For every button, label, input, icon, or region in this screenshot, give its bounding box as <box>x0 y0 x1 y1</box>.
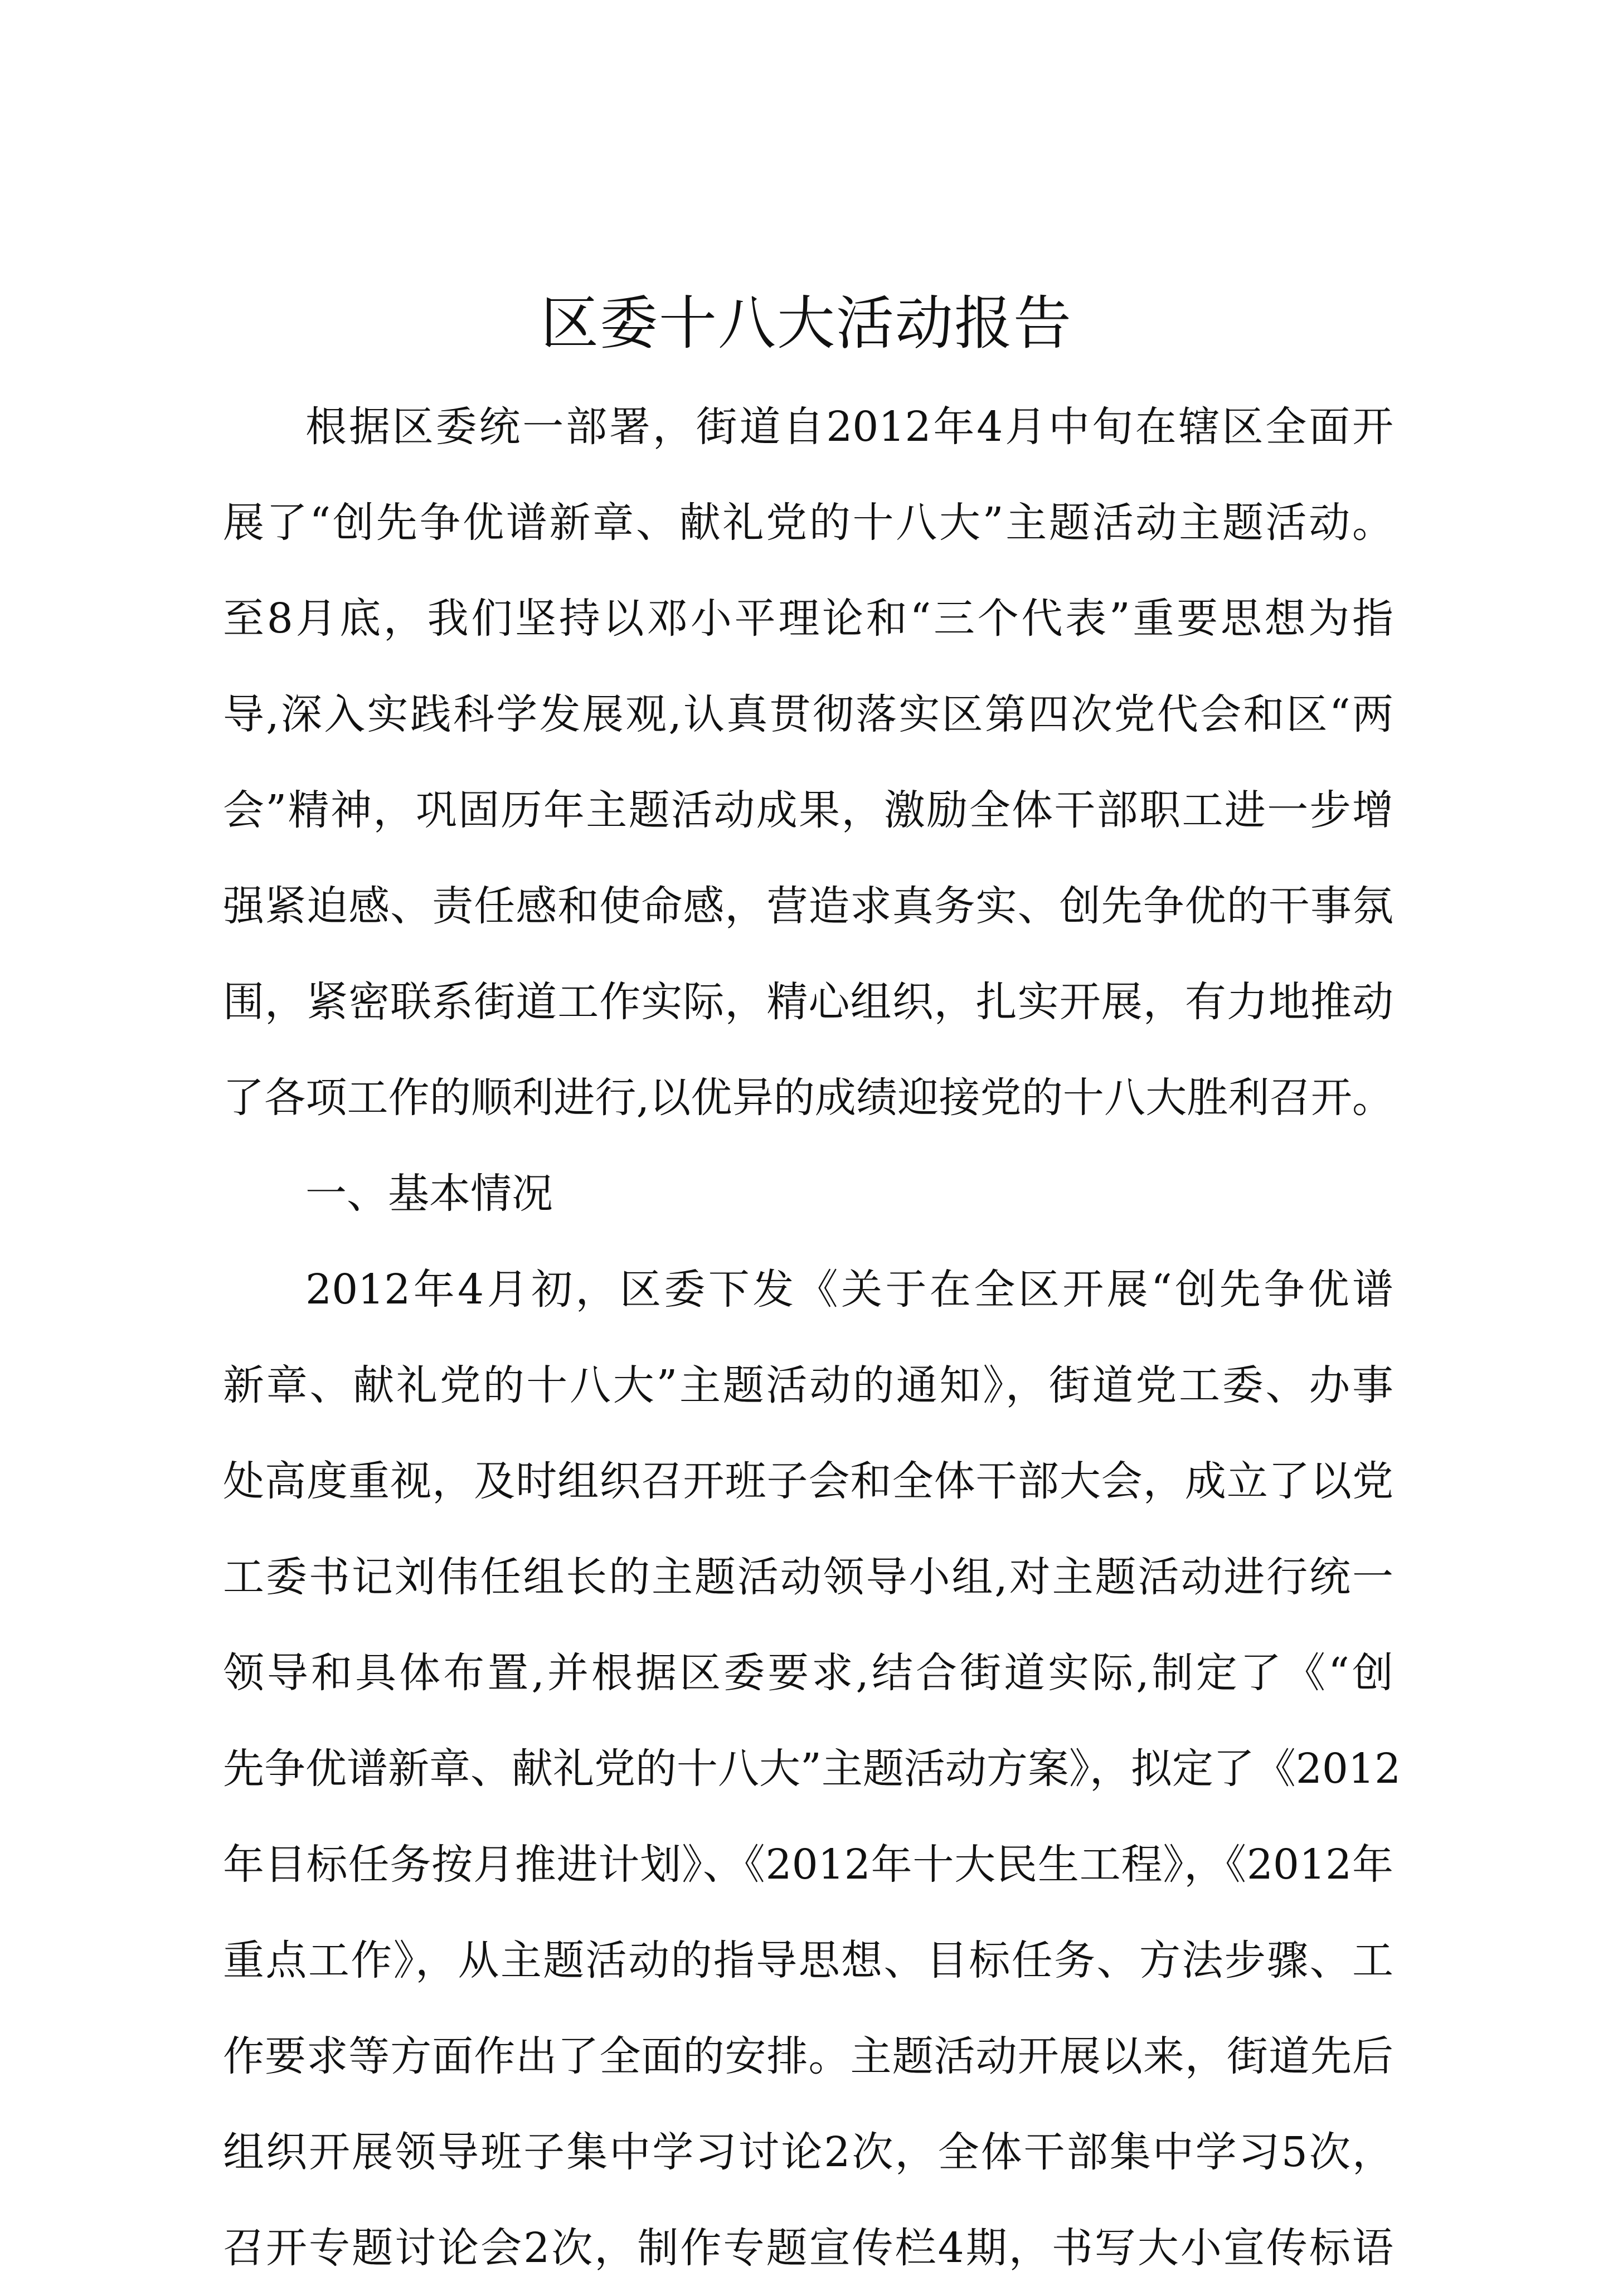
paragraph-line: 重点工作》，从主题活动的指导思想、目标任务、方法步骤、工 <box>223 1937 1393 1984</box>
paragraph-line: 新章、献礼党的十八大”主题活动的通知》，街道党工委、办事 <box>223 1361 1393 1409</box>
paragraph-line: 2012年4月初，区委下发《关于在全区开展“创先争优谱 <box>305 1266 1393 1314</box>
paragraph-line: 根据区委统一部署，街道自2012年4月中旬在辖区全面开 <box>305 403 1393 451</box>
paragraph-line: 会”精神，巩固历年主题活动成果，激励全体干部职工进一步增 <box>223 786 1393 834</box>
paragraph-line: 领导和具体布置,并根据区委要求,结合街道实际,制定了《“创 <box>223 1649 1393 1697</box>
paragraph-line: 至8月底，我们坚持以邓小平理论和“三个代表”重要思想为指 <box>223 595 1393 643</box>
section-heading: 一、基本情况 <box>305 1170 553 1218</box>
paragraph-line: 展了“创先争优谱新章、献礼党的十八大”主题活动主题活动。 <box>223 499 1393 547</box>
paragraph-line: 处高度重视，及时组织召开班子会和全体干部大会，成立了以党 <box>223 1457 1393 1505</box>
paragraph-line: 召开专题讨论会2次，制作专题宣传栏4期，书写大小宣传标语 <box>223 2224 1393 2272</box>
paragraph-line: 组织开展领导班子集中学习讨论2次，全体干部集中学习5次， <box>223 2128 1393 2176</box>
paragraph-line: 了各项工作的顺利进行,以优异的成绩迎接党的十八大胜利召开。 <box>223 1074 1393 1122</box>
paragraph-line: 年目标任务按月推进计划》、《2012年十大民生工程》，《2012年 <box>223 1841 1393 1889</box>
paragraph-line: 围，紧密联系街道工作实际，精心组织，扎实开展，有力地推动 <box>223 978 1393 1026</box>
paragraph-line: 作要求等方面作出了全面的安排。主题活动开展以来，街道先后 <box>223 2032 1393 2080</box>
paragraph-line: 强紧迫感、责任感和使命感，营造求真务实、创先争优的干事氛 <box>223 882 1393 930</box>
paragraph-line: 工委书记刘伟任组长的主题活动领导小组,对主题活动进行统一 <box>223 1553 1393 1601</box>
document-title: 区委十八大活动报告 <box>540 289 1072 357</box>
paragraph-line: 先争优谱新章、献礼党的十八大”主题活动方案》，拟定了《2012 <box>223 1745 1401 1793</box>
paragraph-line: 导,深入实践科学发展观,认真贯彻落实区第四次党代会和区“两 <box>223 690 1393 738</box>
